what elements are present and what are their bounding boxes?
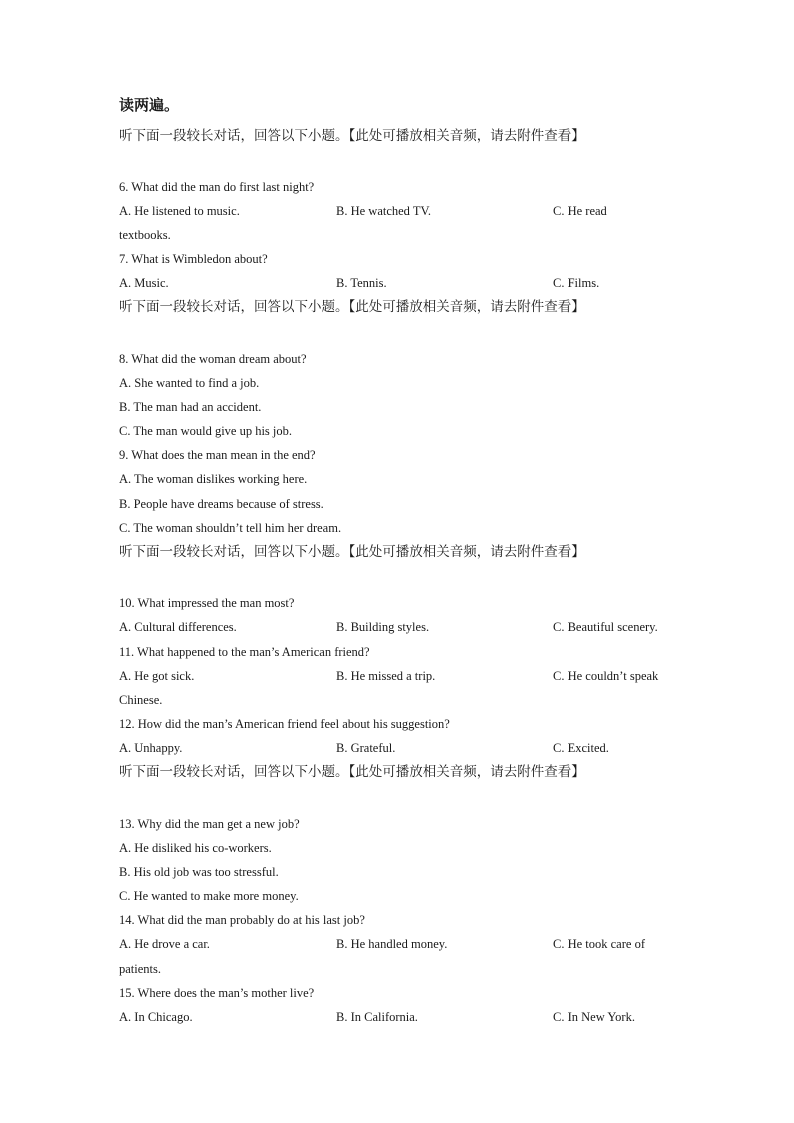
q8-option-b: B. The man had an accident. xyxy=(119,400,262,414)
q15-option-c: C. In New York. xyxy=(553,1010,635,1024)
instruction-4: 听下面一段较长对话，回答以下小题。【此处可播放相关音频，请去附件查看】 xyxy=(119,764,585,780)
instruction-3: 听下面一段较长对话，回答以下小题。【此处可播放相关音频，请去附件查看】 xyxy=(119,544,585,560)
q15-option-b: B. In California. xyxy=(336,1010,418,1024)
q7-option-b: B. Tennis. xyxy=(336,276,387,290)
question-14: 14. What did the man probably do at his last job? xyxy=(119,913,365,927)
heading: 读两遍。 xyxy=(119,98,180,114)
q10-option-a: A. Cultural differences. xyxy=(119,620,237,634)
question-15: 15. Where does the man’s mother live? xyxy=(119,986,315,1000)
q15-option-a: A. In Chicago. xyxy=(119,1010,193,1024)
question-7: 7. What is Wimbledon about? xyxy=(119,252,268,266)
q9-option-b: B. People have dreams because of stress. xyxy=(119,497,324,511)
q12-option-a: A. Unhappy. xyxy=(119,741,183,755)
q7-option-a: A. Music. xyxy=(119,276,169,290)
instruction-2: 听下面一段较长对话，回答以下小题。【此处可播放相关音频，请去附件查看】 xyxy=(119,299,585,315)
q6-option-c-continued: textbooks. xyxy=(119,228,171,242)
q14-option-a: A. He drove a car. xyxy=(119,937,210,951)
q8-option-a: A. She wanted to find a job. xyxy=(119,376,260,390)
q11-option-c: C. He couldn’t speak xyxy=(553,669,659,683)
q12-option-c: C. Excited. xyxy=(553,741,609,755)
q11-option-a: A. He got sick. xyxy=(119,669,195,683)
q13-option-c: C. He wanted to make more money. xyxy=(119,889,299,903)
q13-option-b: B. His old job was too stressful. xyxy=(119,865,279,879)
q7-option-c: C. Films. xyxy=(553,276,600,290)
question-11: 11. What happened to the man’s American friend? xyxy=(119,645,370,659)
q6-option-b: B. He watched TV. xyxy=(336,204,432,218)
q6-option-a: A. He listened to music. xyxy=(119,204,240,218)
q14-option-c: C. He took care of xyxy=(553,937,645,951)
q9-option-c: C. The woman shouldn’t tell him her dream. xyxy=(119,521,342,535)
q10-option-c: C. Beautiful scenery. xyxy=(553,620,658,634)
q9-option-a: A. The woman dislikes working here. xyxy=(119,472,308,486)
q11-option-c-continued: Chinese. xyxy=(119,693,163,707)
question-8: 8. What did the woman dream about? xyxy=(119,352,307,366)
q13-option-a: A. He disliked his co-workers. xyxy=(119,841,272,855)
q8-option-c: C. The man would give up his job. xyxy=(119,424,293,438)
q10-option-b: B. Building styles. xyxy=(336,620,430,634)
question-12: 12. How did the man’s American friend feel about his suggestion? xyxy=(119,717,450,731)
q12-option-b: B. Grateful. xyxy=(336,741,396,755)
question-9: 9. What does the man mean in the end? xyxy=(119,448,316,462)
question-6: 6. What did the man do first last night? xyxy=(119,180,315,194)
q14-option-c-continued: patients. xyxy=(119,962,162,976)
q6-option-c: C. He read xyxy=(553,204,607,218)
q14-option-b: B. He handled money. xyxy=(336,937,448,951)
q11-option-b: B. He missed a trip. xyxy=(336,669,436,683)
question-10: 10. What impressed the man most? xyxy=(119,596,295,610)
question-13: 13. Why did the man get a new job? xyxy=(119,817,300,831)
instruction-1: 听下面一段较长对话，回答以下小题。【此处可播放相关音频，请去附件查看】 xyxy=(119,128,585,144)
